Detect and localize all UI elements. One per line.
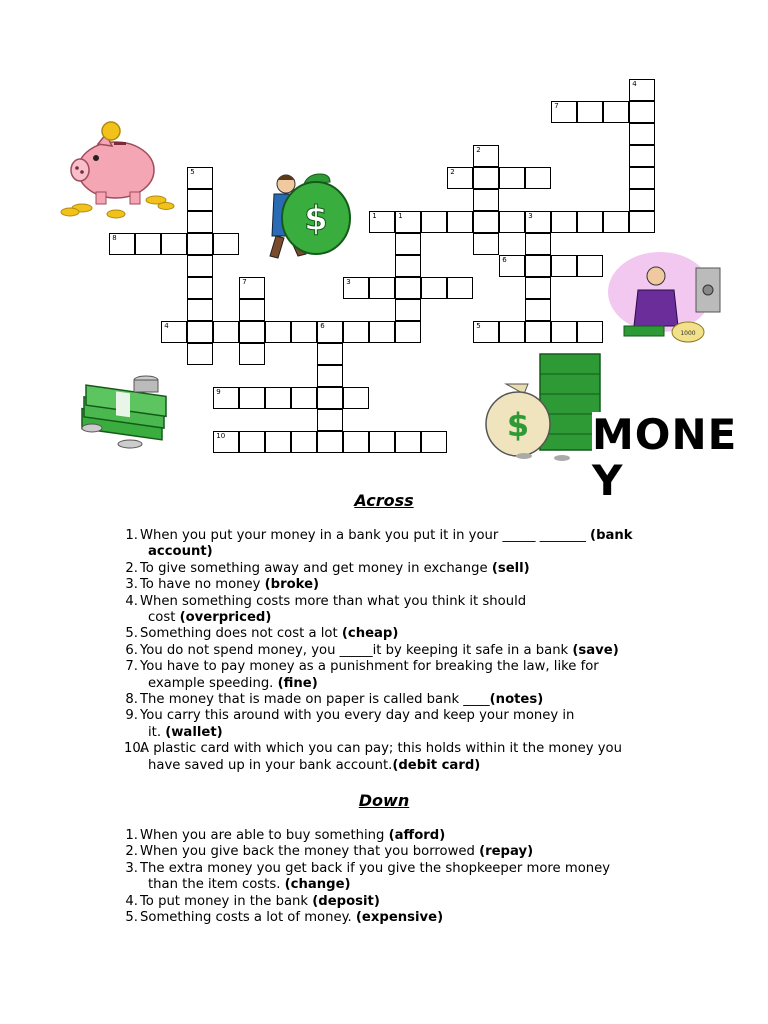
clue-text: example speeding. [148, 675, 278, 691]
clue-text: The money that is made on paper is called bank ____ [140, 692, 490, 708]
banker-icon [608, 246, 722, 350]
grid-cell[interactable] [473, 233, 499, 255]
clue-text: You have to pay money as a punishment for breaking the law, like for [140, 659, 599, 675]
clue-item [124, 894, 704, 910]
grid-cell[interactable] [629, 101, 655, 123]
grid-cell[interactable] [343, 277, 369, 299]
across-heading: Across [354, 491, 414, 510]
grid-cell[interactable] [109, 233, 135, 255]
clue-text: A plastic card with which you can pay; this holds within it the money you [140, 741, 622, 757]
clue-text: Something does not cost a lot [140, 626, 342, 642]
clue-text: The extra money you get back if you give the shopkeeper more money [140, 860, 611, 876]
grid-cell[interactable] [499, 167, 525, 189]
clue-item [124, 692, 704, 708]
grid-cell[interactable] [629, 123, 655, 145]
clue-number: 2. [125, 844, 138, 860]
grid-cell[interactable] [629, 211, 655, 233]
grid-cell[interactable] [291, 387, 317, 409]
grid-cell[interactable] [369, 321, 395, 343]
clue-text: When something costs more than what you think it should [140, 593, 527, 609]
grid-number: 2 [476, 146, 481, 155]
clue-number: 1. [125, 528, 138, 543]
clue-text: When you put your money in a bank you put it in your _____ _______ [140, 528, 591, 543]
grid-number: 8 [112, 234, 117, 243]
clue-text: You do not spend money, you _____it by keeping it safe in a bank [140, 642, 573, 658]
clue-number: 3. [125, 860, 138, 876]
grid-cell[interactable] [213, 321, 239, 343]
clue-text: have saved up in your bank account. [148, 757, 393, 773]
grid-cell[interactable] [239, 387, 265, 409]
grid-cell[interactable] [265, 431, 291, 453]
clue-answer: (debit card) [392, 757, 481, 773]
grid-cell[interactable] [395, 299, 421, 321]
grid-cell[interactable] [629, 145, 655, 167]
clue-number: 4. [125, 593, 138, 609]
clue-answer: (sell) [491, 560, 530, 576]
grid-cell[interactable] [421, 211, 447, 233]
grid-cell[interactable] [421, 277, 447, 299]
grid-cell[interactable] [161, 233, 187, 255]
grid-cell[interactable] [317, 343, 343, 365]
clue-number: 1. [125, 828, 138, 843]
grid-number: 4 [164, 322, 169, 331]
clue-text: To give something away and get money in exchange [140, 560, 492, 576]
grid-cell[interactable] [395, 277, 421, 299]
across-clue-list [124, 528, 704, 774]
clue-item [124, 626, 704, 642]
clue-item [124, 577, 704, 593]
grid-number: 3 [528, 212, 533, 221]
grid-cell[interactable] [239, 321, 265, 343]
clue-text: account) [148, 544, 213, 560]
grid-cell[interactable] [499, 211, 525, 233]
grid-number: 3 [346, 278, 351, 287]
grid-cell[interactable] [447, 211, 473, 233]
grid-number: 2 [450, 168, 455, 177]
clue-number: 4. [125, 893, 138, 909]
clue-item [124, 828, 704, 844]
grid-cell[interactable] [213, 387, 239, 409]
clue-item [124, 643, 704, 659]
grid-cell[interactable] [187, 233, 213, 255]
grid-cell[interactable] [525, 233, 551, 255]
grid-cell[interactable] [473, 167, 499, 189]
clue-text: When you give back the money that you borrowed [140, 844, 480, 860]
clue-text: Something costs a lot of money. [140, 910, 356, 926]
clue-text: You carry this around with you every day and keep your money in [140, 708, 575, 724]
clue-answer: (cheap) [341, 626, 399, 642]
grid-number: 5 [190, 168, 195, 177]
page-title: MONEY [592, 412, 742, 474]
grid-cell[interactable] [395, 321, 421, 343]
grid-cell[interactable] [291, 321, 317, 343]
clue-answer: (fine) [277, 675, 318, 691]
grid-number: 9 [216, 388, 221, 397]
grid-cell[interactable] [551, 321, 577, 343]
grid-cell[interactable] [473, 145, 499, 167]
grid-cell[interactable] [187, 211, 213, 233]
grid-cell[interactable] [551, 255, 577, 277]
grid-cell[interactable] [161, 321, 187, 343]
grid-cell[interactable] [187, 343, 213, 365]
grid-cell[interactable] [343, 321, 369, 343]
grid-number: 1 [372, 212, 377, 221]
grid-cell[interactable] [265, 321, 291, 343]
grid-cell[interactable] [187, 255, 213, 277]
clue-item [124, 659, 704, 692]
grid-cell[interactable] [525, 211, 551, 233]
clue-item [124, 561, 704, 577]
grid-cell[interactable] [421, 431, 447, 453]
clue-text: it. [148, 724, 166, 740]
piggy-bank-icon [52, 122, 180, 222]
grid-cell[interactable] [317, 365, 343, 387]
grid-cell[interactable] [629, 167, 655, 189]
grid-number: 6 [502, 256, 507, 265]
grid-cell[interactable] [317, 409, 343, 431]
clue-item [124, 594, 704, 627]
grid-cell[interactable] [603, 211, 629, 233]
clue-number: 3. [125, 577, 138, 593]
grid-cell[interactable] [525, 167, 551, 189]
grid-cell[interactable] [213, 431, 239, 453]
grid-cell[interactable] [395, 211, 421, 233]
grid-cell[interactable] [369, 211, 395, 233]
clue-item [124, 708, 704, 741]
clue-text: To have no money [140, 577, 265, 593]
money-bag-cash-icon [484, 350, 604, 464]
grid-cell[interactable] [395, 255, 421, 277]
svg-text:$: $ [506, 406, 530, 444]
grid-cell[interactable] [577, 101, 603, 123]
clue-text: cost [148, 610, 180, 626]
grid-cell[interactable] [551, 101, 577, 123]
clue-text: When you are able to buy something [140, 828, 389, 843]
grid-number: 5 [476, 322, 481, 331]
clue-number: 9. [125, 708, 138, 724]
grid-cell[interactable] [603, 101, 629, 123]
grid-number: 1 [398, 212, 403, 221]
clue-answer: (change) [284, 877, 351, 893]
grid-number: 6 [320, 322, 325, 331]
clue-answer: (deposit) [312, 893, 380, 909]
grid-cell[interactable] [239, 277, 265, 299]
grid-cell[interactable] [629, 189, 655, 211]
clue-item [124, 910, 704, 926]
clue-answer: (expensive) [355, 910, 444, 926]
grid-cell[interactable] [317, 321, 343, 343]
grid-cell[interactable] [317, 431, 343, 453]
clue-number: 5. [125, 910, 138, 926]
clue-answer: (overpriced) [179, 610, 272, 626]
grid-cell[interactable] [187, 277, 213, 299]
money-bag-man-icon [264, 166, 354, 266]
clue-answer: (broke) [264, 577, 320, 593]
clue-item [124, 741, 704, 774]
clue-answer: (notes) [489, 692, 544, 708]
clue-number: 2. [125, 560, 138, 576]
grid-cell[interactable] [213, 233, 239, 255]
clue-item [124, 844, 704, 860]
grid-cell[interactable] [369, 431, 395, 453]
grid-cell[interactable] [187, 189, 213, 211]
grid-cell[interactable] [499, 255, 525, 277]
grid-number: 7 [554, 102, 559, 111]
grid-cell[interactable] [577, 255, 603, 277]
clue-item [124, 528, 704, 561]
down-heading: Down [358, 791, 410, 810]
clue-text: To put money in the bank [140, 893, 313, 909]
clue-number: 7. [125, 659, 138, 675]
grid-cell[interactable] [447, 277, 473, 299]
clue-answer: (bank [590, 528, 633, 543]
clue-answer: (save) [572, 642, 619, 658]
clue-number: 8. [125, 692, 138, 708]
grid-cell[interactable] [577, 211, 603, 233]
grid-cell[interactable] [629, 79, 655, 101]
grid-cell[interactable] [525, 277, 551, 299]
clue-answer: (repay) [479, 844, 534, 860]
grid-cell[interactable] [395, 233, 421, 255]
grid-cell[interactable] [187, 321, 213, 343]
grid-cell[interactable] [551, 211, 577, 233]
grid-number: 7 [242, 278, 247, 287]
clue-answer: (wallet) [165, 724, 223, 740]
clue-number: 5. [125, 626, 138, 642]
grid-cell[interactable] [473, 321, 499, 343]
svg-text:1000: 1000 [680, 330, 696, 337]
grid-cell[interactable] [265, 387, 291, 409]
grid-cell[interactable] [343, 387, 369, 409]
grid-cell[interactable] [577, 321, 603, 343]
grid-cell[interactable] [317, 387, 343, 409]
grid-cell[interactable] [525, 299, 551, 321]
clue-number: 6. [125, 642, 138, 658]
down-clue-list [124, 828, 704, 926]
clue-number: 10. [124, 741, 145, 757]
grid-cell[interactable] [525, 321, 551, 343]
grid-cell[interactable] [187, 167, 213, 189]
cash-stack-icon [78, 372, 178, 452]
grid-cell[interactable] [291, 431, 317, 453]
grid-cell[interactable] [135, 233, 161, 255]
grid-cell[interactable] [395, 431, 421, 453]
grid-cell[interactable] [239, 299, 265, 321]
grid-number: 10 [216, 432, 226, 441]
svg-text:$: $ [304, 199, 328, 239]
grid-number: 4 [632, 80, 637, 89]
grid-cell[interactable] [343, 431, 369, 453]
grid-cell[interactable] [499, 321, 525, 343]
clue-item [124, 861, 704, 894]
grid-cell[interactable] [187, 299, 213, 321]
clue-text: than the item costs. [148, 877, 285, 893]
grid-cell[interactable] [473, 189, 499, 211]
grid-cell[interactable] [369, 277, 395, 299]
grid-cell[interactable] [525, 255, 551, 277]
grid-cell[interactable] [447, 167, 473, 189]
grid-cell[interactable] [239, 343, 265, 365]
grid-cell[interactable] [473, 211, 499, 233]
clue-answer: (afford) [388, 828, 446, 843]
grid-cell[interactable] [239, 431, 265, 453]
